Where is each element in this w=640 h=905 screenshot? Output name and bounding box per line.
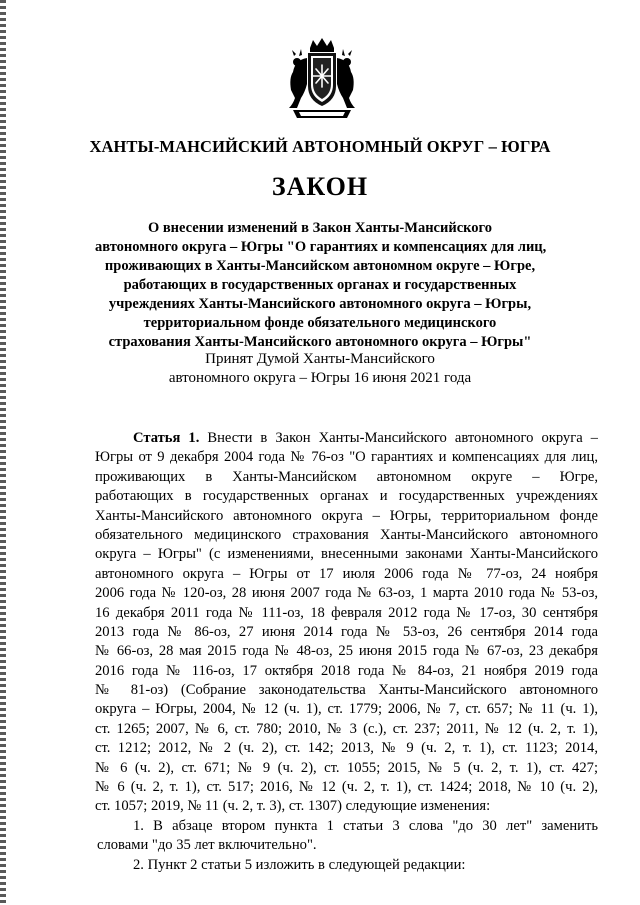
- title-line: страхования Ханты-Мансийского автономного округа – Югры": [108, 334, 532, 350]
- article-line: обязательного медицинского страхования Ханты-Мансийского автономного: [95, 526, 598, 543]
- article-line: 2006 года № 120-оз, 28 июня 2007 года № 63-оз, 1 марта 2010 года № 53-оз,: [95, 585, 598, 602]
- article-line: округа – Югры" (с изменениями, внесенными законами Ханты-Мансийского: [95, 546, 598, 563]
- title-line: проживающих в Ханты-Мансийском автономном округе – Югре,: [104, 258, 536, 274]
- article-line: автономного округа – Югры от 17 июля 2006 года № 77-оз, 24 ноября: [95, 565, 598, 582]
- title-line: территориальном фонде обязательного медицинского: [143, 315, 497, 331]
- article-line: ст. 1212; 2012, № 2 (ч. 2), ст. 142; 2013, № 9 (ч. 2, т. 1), ст. 1123; 2014,: [95, 740, 598, 757]
- adoption-line: автономного округа – Югры 16 июня 2021 года: [168, 370, 472, 386]
- title-line: автономного округа – Югры "О гарантиях и компенсациях для лиц,: [95, 239, 547, 255]
- article-line: № 6 (ч. 2, т. 1), ст. 517; 2016, № 12 (ч. 2, т. 1), ст. 1424; 2018, № 10 (ч. 2),: [95, 779, 598, 796]
- coat-of-arms-icon: [283, 38, 361, 122]
- article-line: № 66-оз, 28 мая 2015 года № 48-оз, 25 июня 2015 года № 67-оз, 23 декабря: [95, 643, 598, 660]
- article-line: округа – Югры, 2004, № 12 (ч. 1), ст. 1779; 2006, № 7, ст. 657; № 11 (ч. 1),: [95, 701, 598, 718]
- article-first-line: [95, 429, 598, 448]
- article-line: 2013 года № 86-оз, 27 июня 2014 года № 53-оз, 26 сентября 2014 года: [95, 623, 598, 640]
- amendment-item-1: 1. В абзаце втором пункта 1 статьи 3 слова "до 30 лет" заменить: [133, 817, 598, 834]
- law-title: [95, 219, 545, 352]
- title-line: работающих в государственных органах и государственных: [123, 277, 517, 293]
- article-line: ст. 1265; 2007, № 6, ст. 780; 2010, № 3 (с.), ст. 237; 2011, № 12 (ч. 2, т. 1),: [95, 720, 598, 737]
- article-line: 2016 года № 116-оз, 17 октября 2018 года № 84-оз, 21 ноября 2019 года: [95, 662, 598, 679]
- region-heading: ХАНТЫ-МАНСИЙСКИЙ АВТОНОМНЫЙ ОКРУГ – ЮГРА: [89, 137, 551, 156]
- title-line: О внесении изменений в Закон Ханты-Мансийского: [147, 220, 493, 236]
- scan-binding-edge: [0, 0, 6, 905]
- article-line: Югры от 9 декабря 2004 года № 76-оз "О гарантиях и компенсациях для лиц,: [95, 449, 598, 466]
- adoption-line: Принят Думой Ханты-Мансийского: [205, 351, 435, 367]
- article-line: № 6 (ч. 2), ст. 671; № 9 (ч. 2), ст. 1055; 2015, № 5 (ч. 2, т. 1), ст. 427;: [95, 759, 598, 776]
- article-line: № 81-оз) (Собрание законодательства Ханты-Мансийского автономного: [95, 682, 598, 699]
- amendment-item-2: 2. Пункт 2 статьи 5 изложить в следующей редакции:: [133, 856, 466, 873]
- article-line: Ханты-Мансийского автономного округа – Югры, территориальном фонде: [95, 507, 598, 524]
- article-label: Статья 1.: [133, 430, 200, 446]
- title-line: учреждениях Ханты-Мансийского автономного округа – Югры,: [108, 296, 532, 312]
- article-line: проживающих в Ханты-Мансийском автономном округе – Югре,: [95, 468, 598, 485]
- adoption-note: [0, 350, 640, 388]
- article-first-line-text: Внести в Закон Ханты-Мансийского автономного округа –: [199, 430, 598, 446]
- document-type-heading: ЗАКОН: [271, 172, 369, 201]
- article-line: работающих в государственных органах и государственных учреждениях: [95, 488, 598, 505]
- amendment-item-1-cont: словами "до 35 лет включительно".: [97, 837, 317, 854]
- article-line: ст. 1057; 2019, № 11 (ч. 2, т. 3), ст. 1307) следующие изменения:: [95, 798, 491, 815]
- article-1-body: [95, 429, 598, 875]
- article-line: 16 декабря 2011 года № 111-оз, 18 февраля 2012 года № 17-оз, 30 сентября: [95, 604, 598, 621]
